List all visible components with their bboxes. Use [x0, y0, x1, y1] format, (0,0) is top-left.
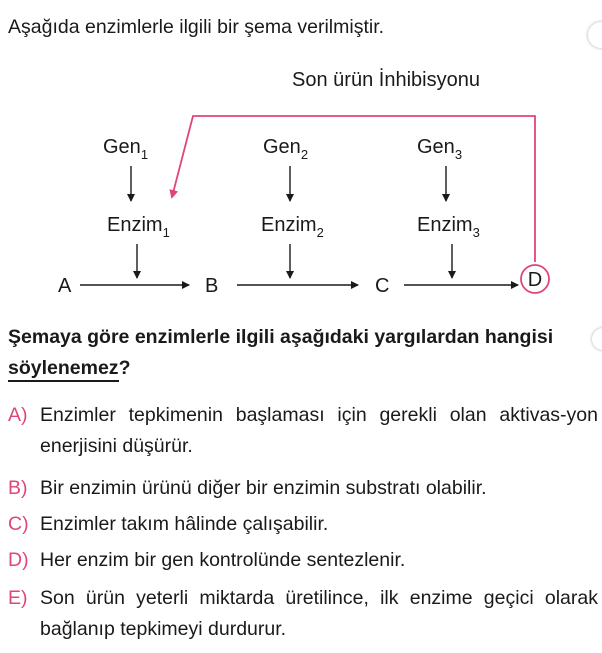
option-text: Son ürün yeterli miktarda üretilince, ilk enzime geçici olarak bağlanıp tepkimeyi durdurur. — [40, 587, 598, 640]
option-c[interactable] — [8, 509, 598, 540]
gene-3-label — [417, 136, 462, 162]
svg-text:Gen3: Gen$_3$ — [417, 136, 463, 162]
substance-a: A — [58, 275, 72, 297]
option-e[interactable] — [8, 583, 598, 645]
feedback-label: Son ürün İnhibisyonu — [292, 69, 480, 91]
option-text: Enzimler takım hâlinde çalışabilir. — [40, 513, 329, 535]
gene-2-label — [263, 136, 308, 162]
option-text: Her enzim bir gen kontrolünde sentezlenir. — [40, 549, 406, 571]
enzyme-pathway-diagram — [0, 0, 602, 310]
svg-text:Enzim1: Enzim$_1$ — [107, 214, 170, 240]
option-b[interactable] — [8, 473, 598, 504]
svg-text:Enzim2: Enzim$_2$ — [261, 214, 324, 240]
end-product-d — [521, 265, 549, 293]
question-text: Şemaya göre enzimlerle ilgili aşağıdaki yargılardan hangisi söylenemez? — [8, 322, 598, 384]
question-emphasis: söylenemez — [8, 357, 119, 382]
svg-text:D: D — [527, 269, 543, 291]
option-text: Bir enzimin ürünü diğer bir enzimin substratı olabilir. — [40, 477, 487, 499]
intro-text: Aşağıda enzimlerle ilgili bir şema verilmiştir. — [8, 16, 385, 38]
option-a[interactable] — [8, 400, 598, 462]
option-letter: D) — [8, 549, 29, 571]
substance-c: C — [375, 275, 390, 297]
enzyme-3-label — [417, 214, 480, 240]
feedback-inhibition-line — [172, 116, 535, 262]
svg-text:Gen2: Gen$_2$ — [263, 136, 309, 162]
option-letter: E) — [8, 587, 28, 609]
option-letter: B) — [8, 477, 28, 499]
option-d[interactable] — [8, 545, 598, 576]
option-letter: A) — [8, 404, 28, 426]
svg-text:Enzim3: Enzim$_3$ — [417, 214, 480, 240]
enzyme-1-label — [107, 214, 170, 240]
enzyme-2-label — [261, 214, 324, 240]
gene-1-label — [103, 136, 148, 162]
substance-b: B — [205, 275, 219, 297]
svg-text:Gen1: Gen$_1$ — [103, 136, 149, 162]
option-text: Enzimler tepkimenin başlaması için gerekli olan aktivas-yon enerjisini düşürür. — [40, 404, 598, 457]
option-letter: C) — [8, 513, 29, 535]
